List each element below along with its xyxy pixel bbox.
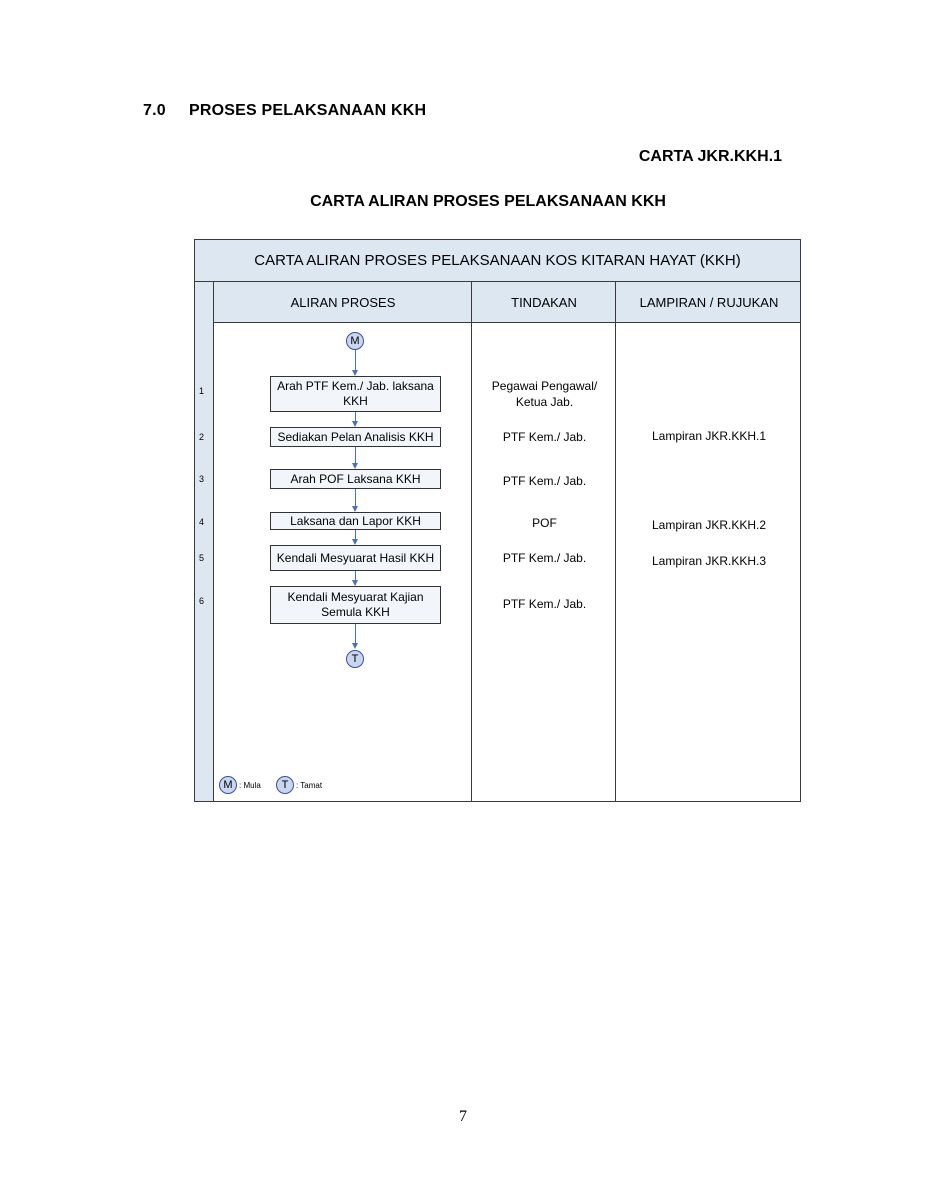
end-terminator: T (346, 650, 364, 668)
legend-start-label: : Mula (239, 781, 261, 790)
reference-text: Lampiran JKR.KKH.3 (651, 554, 767, 568)
action-text (472, 378, 617, 410)
column-header-row (214, 282, 800, 323)
section-heading (143, 102, 426, 120)
flow-connector (355, 350, 356, 370)
process-box: Laksana dan Lapor KKH (270, 512, 441, 530)
document-title: CARTA ALIRAN PROSES PELAKSANAAN KKH (310, 193, 666, 210)
legend-end-label: : Tamat (296, 781, 323, 790)
flow-connector (355, 624, 356, 644)
flowchart-table (194, 239, 801, 802)
action-text: PTF Kem./ Jab. (502, 597, 587, 611)
process-label: Kendali Mesyuarat Kajian (287, 590, 424, 604)
flow-connector (355, 530, 356, 539)
page-number: 7 (459, 1108, 467, 1125)
start-terminator: M (346, 332, 364, 350)
column-divider (471, 282, 472, 801)
process-box: Kendali Mesyuarat Hasil KKH (270, 545, 441, 571)
flowchart-title: CARTA ALIRAN PROSES PELAKSANAAN KOS KITARAN HAYAT (KKH) (195, 240, 800, 282)
step-number: 6 (199, 596, 205, 606)
process-box (270, 376, 441, 412)
step-number: 5 (199, 553, 205, 563)
flow-connector (355, 447, 356, 464)
arrow-head (352, 643, 358, 649)
legend-end-symbol: T (276, 776, 294, 794)
column-header-process: ALIRAN PROSES (290, 294, 396, 310)
step-number: 1 (199, 386, 205, 396)
chart-code: CARTA JKR.KKH.1 (638, 148, 782, 165)
column-divider (615, 282, 616, 801)
column-header-reference: LAMPIRAN / RUJUKAN (639, 294, 779, 310)
section-number: 7.0 (143, 102, 166, 119)
process-box (270, 586, 441, 624)
action-line: Ketua Jab. (515, 395, 574, 409)
step-number: 3 (199, 474, 205, 484)
action-text: POF (532, 516, 557, 530)
action-text: PTF Kem./ Jab. (502, 474, 587, 488)
column-header-action: TINDAKAN (511, 294, 577, 310)
process-label: Arah PTF Kem./ Jab. laksana (277, 379, 434, 393)
reference-text: Lampiran JKR.KKH.1 (651, 429, 767, 443)
reference-text: Lampiran JKR.KKH.2 (651, 518, 767, 532)
step-number: 2 (199, 432, 205, 442)
section-title: PROSES PELAKSANAAN KKH (189, 102, 427, 119)
process-label: Semula KKH (321, 605, 390, 619)
process-box: Arah POF Laksana KKH (270, 469, 441, 489)
action-text: PTF Kem./ Jab. (502, 551, 587, 565)
action-text: PTF Kem./ Jab. (502, 430, 587, 444)
action-line: Pegawai Pengawal/ (491, 379, 598, 393)
process-label: KKH (343, 394, 368, 408)
process-box: Sediakan Pelan Analisis KKH (270, 427, 441, 447)
step-number: 4 (199, 517, 205, 527)
flow-connector (355, 489, 356, 506)
step-number-column (195, 282, 214, 801)
legend-start-symbol: M (219, 776, 237, 794)
